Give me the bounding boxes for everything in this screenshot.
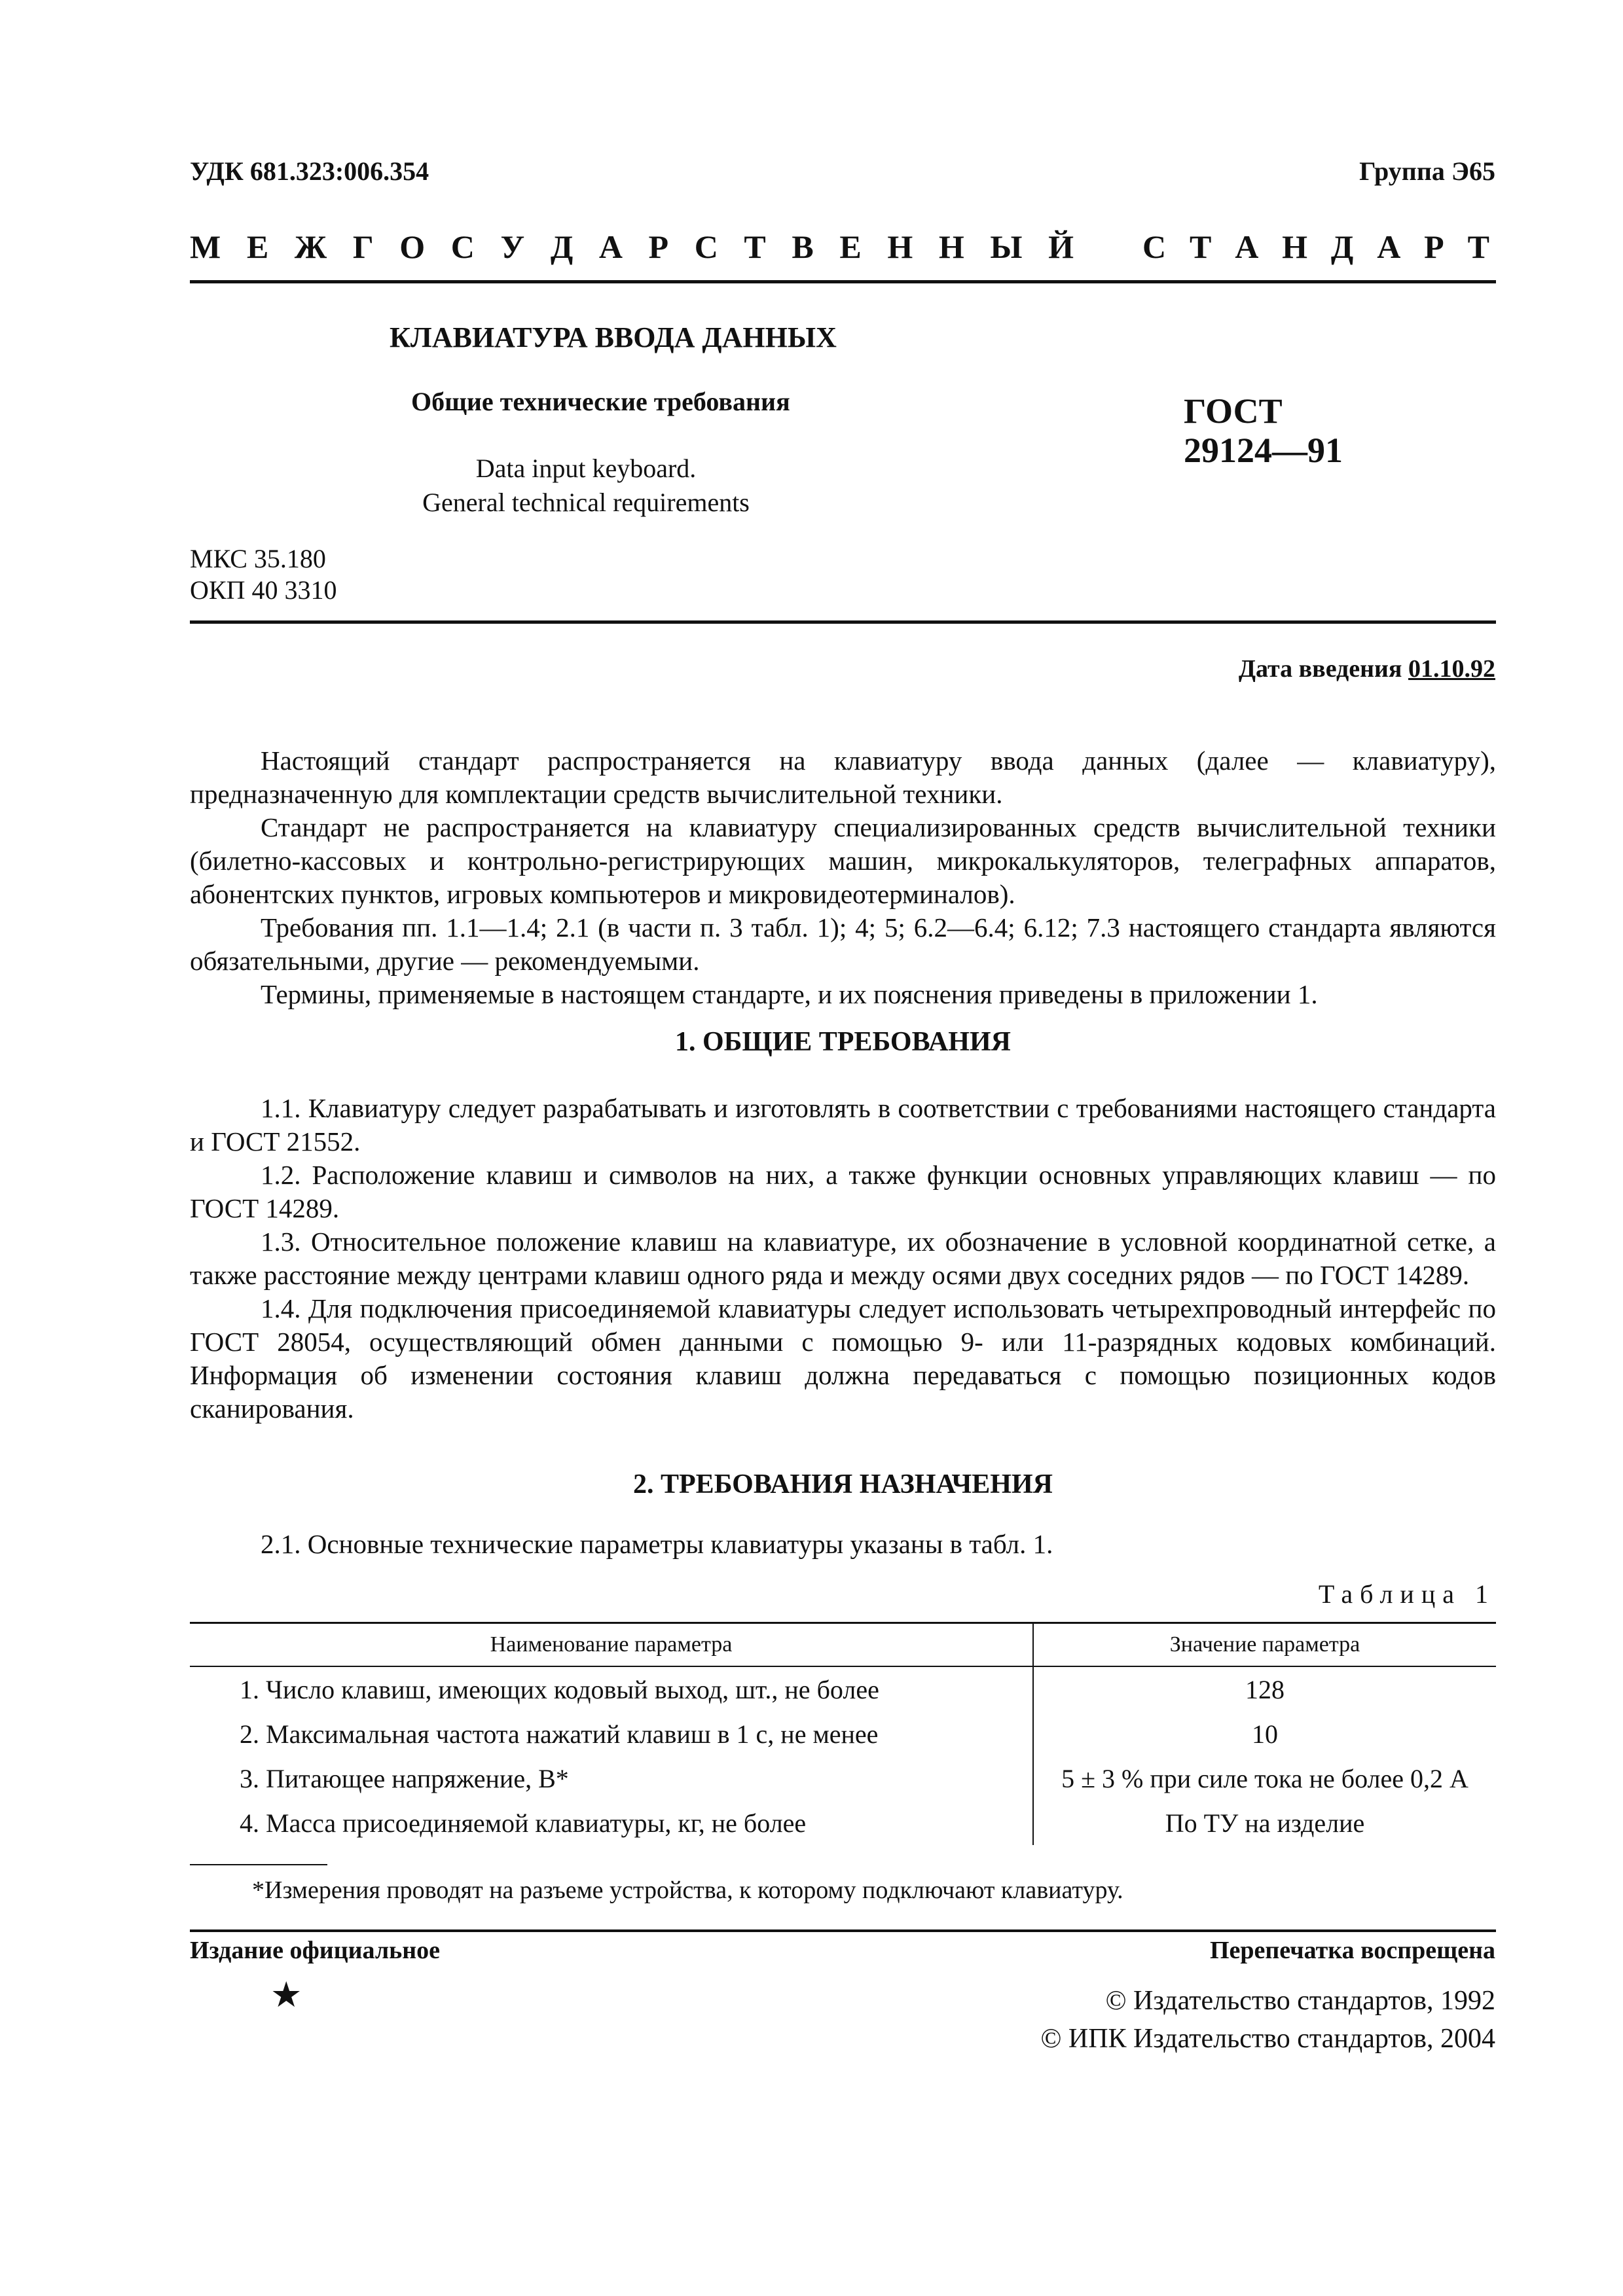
- banner-letter: Ж: [294, 228, 327, 265]
- banner-letter: А: [598, 228, 623, 265]
- clause-paragraph: 2.1. Основные технические параметры клавиатуры указаны в табл. 1.: [261, 1529, 1053, 1559]
- copyright-block: [1040, 1982, 1495, 2058]
- banner-letter: Е: [246, 228, 269, 265]
- table-row: [190, 1756, 1496, 1801]
- banner-letter: Т: [1189, 228, 1212, 265]
- table-caption: Таблица 1: [1318, 1579, 1495, 1609]
- section2-text: [190, 1528, 1496, 1561]
- column-header-parameter: Наименование параметра: [190, 1623, 1033, 1667]
- section1-text: [190, 1092, 1496, 1426]
- banner-letter: Г: [352, 228, 374, 265]
- gost-label: ГОСТ: [1184, 391, 1283, 431]
- parameters-table: [190, 1622, 1496, 1845]
- table-row: [190, 1801, 1496, 1845]
- udk-code: УДК 681.323:006.354: [190, 156, 429, 186]
- banner-letter: Н: [938, 228, 964, 265]
- classification-codes: [190, 543, 337, 606]
- banner-letter: Т: [1467, 228, 1489, 265]
- mks-code: МКС 35.180: [190, 544, 326, 573]
- parameter-cell: 2. Максимальная частота нажатий клавиш в 1 с, не менее: [190, 1712, 1033, 1756]
- clause-paragraph: 1.3. Относительное положение клавиш на клавиатуре, их обозначение в условной координатной сетке, а также расстояние между центрами клавиш одного ряда и между осями двух соседних рядов — по ГОСТ 14289.: [190, 1227, 1496, 1290]
- footnote-rule: [190, 1864, 327, 1865]
- banner-word-interstate: [190, 228, 1074, 266]
- copyright-line: © ИПК Издательство стандартов, 2004: [1040, 2024, 1495, 2054]
- document-subtitle: Общие технические требования: [411, 387, 790, 416]
- copyright-line: © Издательство стандартов, 1992: [1105, 1986, 1495, 2016]
- banner-letter: М: [190, 228, 221, 265]
- footer-rule: [190, 1929, 1496, 1932]
- star-icon: ★: [270, 1975, 302, 2015]
- parameter-cell: 1. Число клавиш, имеющих кодовый выход, шт., не более: [190, 1666, 1033, 1712]
- parameter-cell: 3. Питающее напряжение, В*: [190, 1756, 1033, 1801]
- intro-paragraph: Термины, применяемые в настоящем стандарте, и их пояснения приведены в приложении 1.: [261, 979, 1318, 1009]
- banner-letter: С: [1142, 228, 1167, 265]
- effective-date: [1239, 655, 1495, 683]
- english-title-line2: General technical requirements: [422, 488, 750, 517]
- table-row: [190, 1712, 1496, 1756]
- table-header-row: [190, 1623, 1496, 1667]
- value-cell: По ТУ на изделие: [1165, 1808, 1365, 1838]
- clause-paragraph: 1.2. Расположение клавиш и символов на них, а также функции основных управляющих клавиш — по ГОСТ 14289.: [190, 1160, 1496, 1223]
- banner-letter: Н: [1282, 228, 1308, 265]
- reprint-prohibited-label: Перепечатка воспрещена: [1209, 1937, 1495, 1964]
- table-footnote: *Измерения проводят на разъеме устройства, к которому подключают клавиатуру.: [252, 1876, 1123, 1904]
- banner-letter: Р: [1424, 228, 1444, 265]
- value-cell: 5 ± 3 % при силе тока не более 0,2 А: [1061, 1763, 1468, 1793]
- banner-letter: О: [399, 228, 426, 265]
- value-cell: 10: [1252, 1719, 1278, 1749]
- banner-letter: Д: [550, 228, 574, 265]
- banner-letter: Д: [1330, 228, 1354, 265]
- banner-word-standard: [1142, 228, 1489, 266]
- intro-paragraph: Стандарт не распространяется на клавиатуру специализированных средств вычислительной техники (билетно-кассовых и контрольно-регистрирующих машин, микрокалькуляторов, телеграфных аппаратов, абонентских пунктов, игровых компьютеров и микровидеотерминалов).: [190, 812, 1496, 909]
- banner-letter: Ы: [990, 228, 1023, 265]
- banner-letter: Е: [839, 228, 862, 265]
- english-title: [373, 452, 799, 520]
- banner-letter: В: [792, 228, 814, 265]
- official-edition-label: Издание официальное: [190, 1937, 441, 1964]
- okp-code: ОКП 40 3310: [190, 575, 337, 605]
- effective-date-value: 01.10.92: [1408, 655, 1495, 683]
- english-title-line1: Data input keyboard.: [475, 454, 697, 483]
- banner-letter: А: [1235, 228, 1259, 265]
- gost-number: 29124—91: [1184, 431, 1343, 470]
- section1-heading: 1. ОБЩИЕ ТРЕБОВАНИЯ: [675, 1027, 1011, 1057]
- intro-text: [190, 744, 1496, 1011]
- banner-letter: С: [450, 228, 475, 265]
- standard-banner: [190, 228, 1489, 266]
- parameter-cell: 4. Масса присоединяемой клавиатуры, кг, не более: [190, 1801, 1033, 1845]
- clause-paragraph: 1.4. Для подключения присоединяемой клавиатуры следует использовать четырехпроводный интерфейс по ГОСТ 28054, осуществляющий обмен данными с помощью 9- или 11-разрядных кодовых комбинаций. Информация об изменении состояния клавиш должна передаваться с помощью позиционных кодов сканирования.: [190, 1293, 1496, 1424]
- column-header-value: Значение параметра: [1033, 1623, 1496, 1667]
- group-code: Группа Э65: [1359, 156, 1495, 186]
- banner-letter: У: [500, 228, 525, 265]
- gost-designation: [1184, 391, 1343, 470]
- header-rule: [190, 280, 1496, 283]
- value-cell: 128: [1245, 1674, 1285, 1704]
- document-title: КЛАВИАТУРА ВВОДА ДАННЫХ: [390, 321, 837, 353]
- section2-heading: 2. ТРЕБОВАНИЯ НАЗНАЧЕНИЯ: [633, 1469, 1053, 1499]
- clause-paragraph: 1.1. Клавиатуру следует разрабатывать и изготовлять в соответствии с требованиями настоящего стандарта и ГОСТ 21552.: [190, 1093, 1496, 1157]
- banner-letter: Й: [1048, 228, 1074, 265]
- title-block-rule: [190, 620, 1496, 624]
- intro-paragraph: Настоящий стандарт распространяется на клавиатуру ввода данных (далее — клавиатуру), предназначенную для комплектации средств вычислительной техники.: [190, 745, 1496, 809]
- banner-letter: С: [694, 228, 718, 265]
- banner-letter: Р: [648, 228, 669, 265]
- table-row: [190, 1666, 1496, 1712]
- banner-letter: Т: [744, 228, 766, 265]
- banner-letter: А: [1377, 228, 1401, 265]
- effective-date-label: Дата введения: [1238, 655, 1402, 683]
- banner-letter: Н: [887, 228, 913, 265]
- intro-paragraph: Требования пп. 1.1—1.4; 2.1 (в части п. 3 табл. 1); 4; 5; 6.2—6.4; 6.12; 7.3 настоящего стандарта являются обязательными, другие — рекомендуемыми.: [190, 912, 1496, 976]
